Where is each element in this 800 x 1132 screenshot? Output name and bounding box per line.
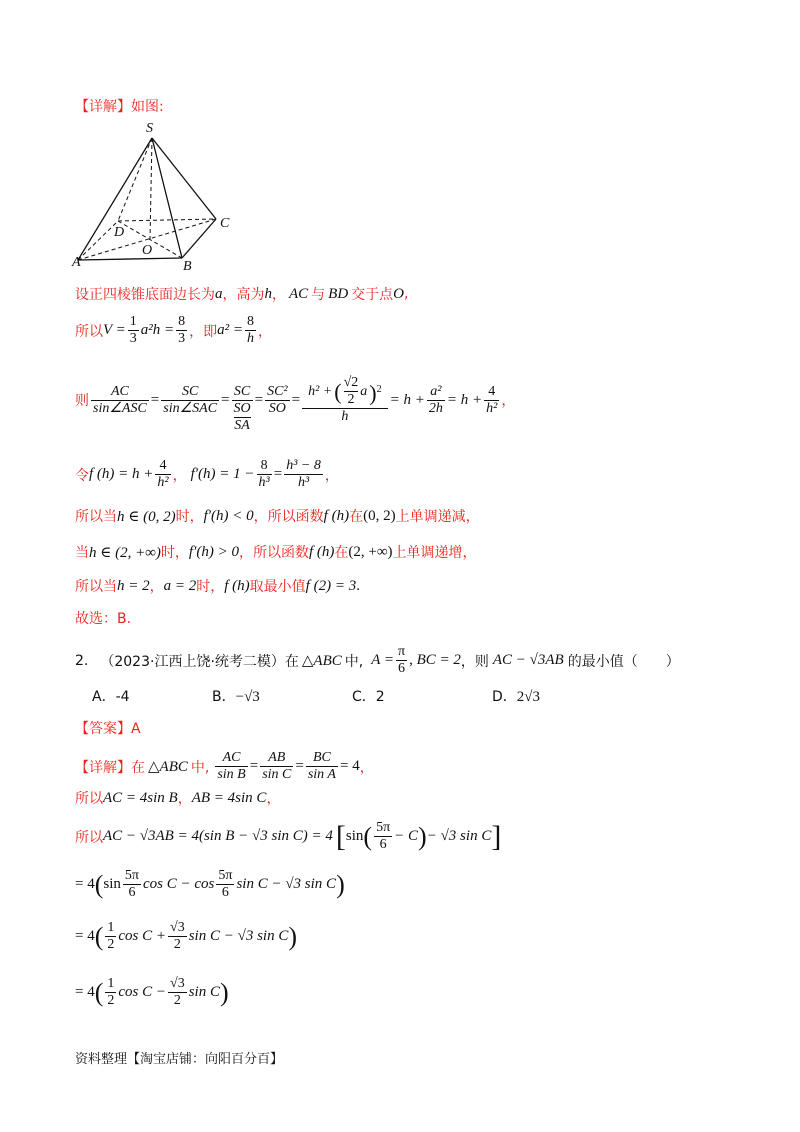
option-b: B．−√3 bbox=[212, 689, 260, 705]
edge-DC bbox=[118, 219, 216, 221]
edge-SO bbox=[150, 138, 152, 239]
label-D: D bbox=[114, 225, 125, 240]
option-d: D．2√3 bbox=[492, 689, 541, 705]
label-A: A bbox=[72, 255, 81, 270]
page-footer: 资料整理【淘宝店铺：向阳百分百】 bbox=[75, 1052, 284, 1067]
solution2-line4: = 4 ( sin $\frac{5\pi}{6}$ cos C − cos $\frac{5\pi}{6}$ sin C − √3 sin C ) bbox=[75, 868, 345, 900]
edge-BC bbox=[182, 219, 216, 258]
solution2-line1: 【详解】在 △ABC 中, $\frac{AC}{\text{sin B}}$ = $\frac{AB}{\text{sin C}}$ = $\frac{BC}{\text{sin A}}$ = 4 ， bbox=[75, 750, 374, 782]
solution1-choice: 故选：B. bbox=[75, 611, 132, 627]
label-O: O bbox=[142, 243, 153, 258]
solution2-line2: 所以 AC = 4sin B ， AB = 4sin C ， bbox=[75, 789, 281, 807]
solution1-line1: 设正四棱锥底面边长为 a ，高为 h ， AC 与 BD 交于点 O , bbox=[75, 285, 409, 303]
solution1-line4: 令 f (h) = h + $\frac{4}{\text{h²}}$ ， f′(h) = 1 − $\frac{8}{\text{h³}}$ = $\frac{\text{h³ − 8}}{\text{h³}}$ ， bbox=[75, 458, 339, 490]
solution1-line5: 所以当 h ∈ (0, 2) 时， f′(h) < 0 ，所以函数 f (h) 在 (0, 2) 上单调递减， bbox=[75, 507, 480, 525]
solution1-line3: 则 $\frac{AC}{\text{sin∠ASC}}$ = $\frac{SC}{\text{sin∠SAC}}$ = SC SO SA = $\frac{\text{SC²}}{SO}$ = h² + ( √2 2 a )$^2$ h = h + $\frac{\text{a²}}{2h}$ = h + $\frac{4}{\text{h²}}$ ， bbox=[75, 375, 516, 433]
option-a: A．-4 bbox=[92, 689, 130, 705]
solution2-line5: = 4 ( $\frac{1}{2}$ cos C + $\frac{√3}{2}$ sin C − √3 sin C ) bbox=[75, 920, 297, 952]
solution1-line2: 所以 V = $\frac{1}{3}$ a²h = $\frac{8}{3}$ ，即 a² = $\frac{8}{h}$ ， bbox=[75, 314, 273, 346]
edge-SD bbox=[118, 138, 152, 221]
label-C: C bbox=[220, 216, 230, 231]
edge-AB bbox=[78, 258, 182, 260]
answer-label: 【答案】A bbox=[75, 721, 141, 737]
solution2-line6: = 4 ( $\frac{1}{2}$ cos C − $\frac{√3}{2}$ sin C ) bbox=[75, 976, 229, 1008]
pyramid-figure bbox=[70, 118, 240, 270]
label-B: B bbox=[183, 259, 192, 270]
question2-stem: 2. （2023·江西上饶·统考二模）在 △ABC 中, A = $\frac{\pi}{6}$ , BC = 2 ，则 AC − √3AB 的最小值（ ） bbox=[75, 644, 680, 676]
solution2-line3: 所以 AC − √3AB = 4(sin B − √3 sin C) = 4 [ sin ( $\frac{5\pi}{6}$ − C ) − √3 sin C ] bbox=[75, 819, 502, 853]
solution-heading: 【详解】如图: bbox=[75, 99, 164, 115]
label-S: S bbox=[146, 121, 153, 136]
solution1-line7: 所以当 h = 2 ， a = 2 时， f (h) 取最小值 f (2) = 3 . bbox=[75, 577, 360, 595]
solution1-line6: 当 h ∈ (2, +∞) 时， f′(h) > 0 ，所以函数 f (h) 在 (2, +∞) 上单调递增， bbox=[75, 543, 477, 561]
option-c: C．2 bbox=[352, 689, 385, 705]
